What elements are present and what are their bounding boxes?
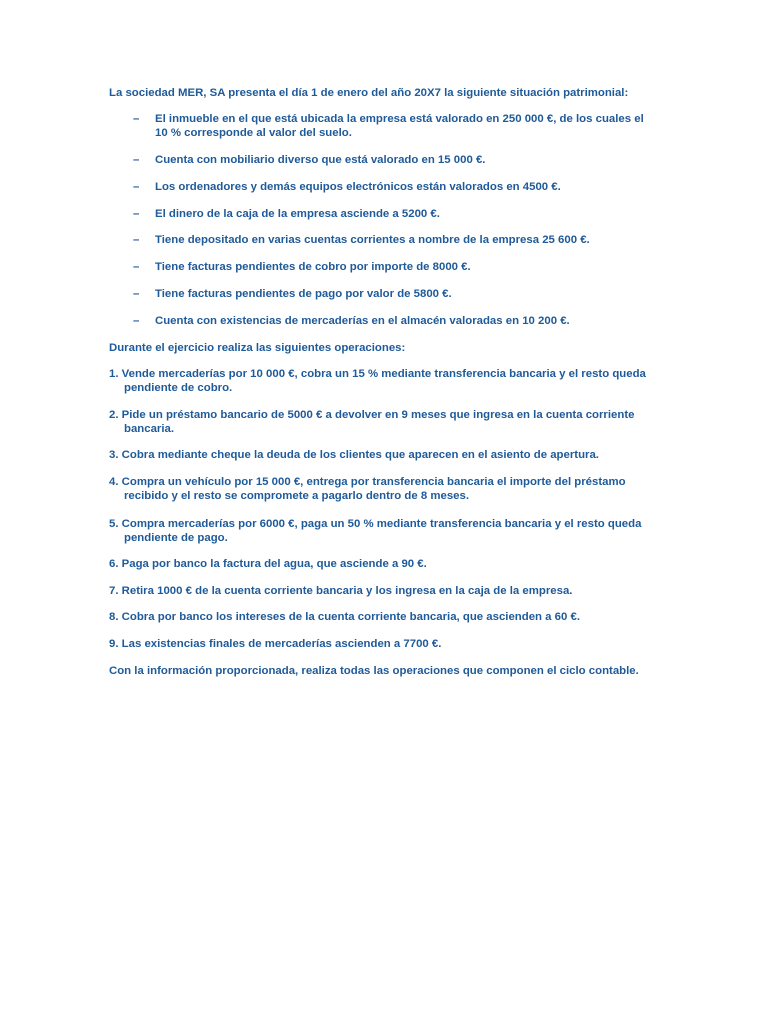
operation-line: 8. Cobra por banco los intereses de la cuenta corriente bancaria, que ascienden a 60 €.: [109, 611, 580, 623]
operations-intro: Durante el ejercicio realiza las siguientes operaciones:: [109, 342, 406, 354]
operation-line: 2. Pide un préstamo bancario de 5000 € a devolver en 9 meses que ingresa en la cuenta corriente: [109, 409, 635, 421]
asset-text-line: Cuenta con existencias de mercaderías en el almacén valoradas en 10 200 €.: [155, 315, 570, 327]
operation-line: 6. Paga por banco la factura del agua, que asciende a 90 €.: [109, 558, 427, 570]
asset-text-line: El dinero de la caja de la empresa asciende a 5200 €.: [155, 208, 440, 220]
dash-marker: –: [133, 154, 140, 166]
operation-item: [109, 584, 659, 598]
operation-line: pendiente de pago.: [124, 532, 228, 544]
asset-text-line: El inmueble en el que está ubicada la empresa está valorado en 250 000 €, de los cuales el: [155, 113, 644, 125]
operation-item: [109, 557, 659, 571]
operation-line: 9. Las existencias finales de mercaderías ascienden a 7700 €.: [109, 638, 442, 650]
asset-text-line: Tiene facturas pendientes de pago por valor de 5800 €.: [155, 288, 452, 300]
intro-paragraph: La sociedad MER, SA presenta el día 1 de enero del año 20X7 la siguiente situación patrimonial:: [109, 87, 629, 99]
operation-item: [109, 610, 659, 624]
operation-line: 5. Compra mercaderías por 6000 €, paga un 50 % mediante transferencia bancaria y el resto queda: [109, 518, 642, 530]
asset-text-line: Tiene depositado en varias cuentas corrientes a nombre de la empresa 25 600 €.: [155, 234, 590, 246]
operation-line: 4. Compra un vehículo por 15 000 €, entrega por transferencia bancaria el importe del préstamo: [109, 476, 626, 488]
operation-line: pendiente de cobro.: [124, 382, 233, 394]
operation-item: [109, 448, 659, 462]
closing-paragraph: Con la información proporcionada, realiza todas las operaciones que componen el ciclo contable.: [109, 665, 639, 677]
operation-item: [109, 637, 659, 651]
operation-item: [109, 475, 659, 503]
dash-marker: –: [133, 208, 140, 220]
asset-text-line: Los ordenadores y demás equipos electrónicos están valorados en 4500 €.: [155, 181, 561, 193]
dash-marker: –: [133, 113, 140, 125]
operation-line: bancaria.: [124, 423, 175, 435]
operation-item: [109, 367, 659, 395]
dash-marker: –: [133, 181, 140, 193]
operation-line: recibido y el resto se compromete a pagarlo dentro de 8 meses.: [124, 490, 470, 502]
asset-text-line: 10 % corresponde al valor del suelo.: [155, 127, 352, 139]
dash-marker: –: [133, 234, 140, 246]
dash-marker: –: [133, 261, 140, 273]
operation-item: [109, 517, 659, 545]
dash-marker: –: [133, 315, 140, 327]
asset-text-line: Tiene facturas pendientes de cobro por importe de 8000 €.: [155, 261, 471, 273]
operation-line: 7. Retira 1000 € de la cuenta corriente bancaria y los ingresa en la caja de la empresa.: [109, 585, 573, 597]
operation-item: [109, 408, 659, 436]
dash-marker: –: [133, 288, 140, 300]
operation-line: 3. Cobra mediante cheque la deuda de los clientes que aparecen en el asiento de apertura.: [109, 449, 599, 461]
operation-line: 1. Vende mercaderías por 10 000 €, cobra un 15 % mediante transferencia bancaria y el resto queda: [109, 368, 646, 380]
asset-text-line: Cuenta con mobiliario diverso que está valorado en 15 000 €.: [155, 154, 486, 166]
